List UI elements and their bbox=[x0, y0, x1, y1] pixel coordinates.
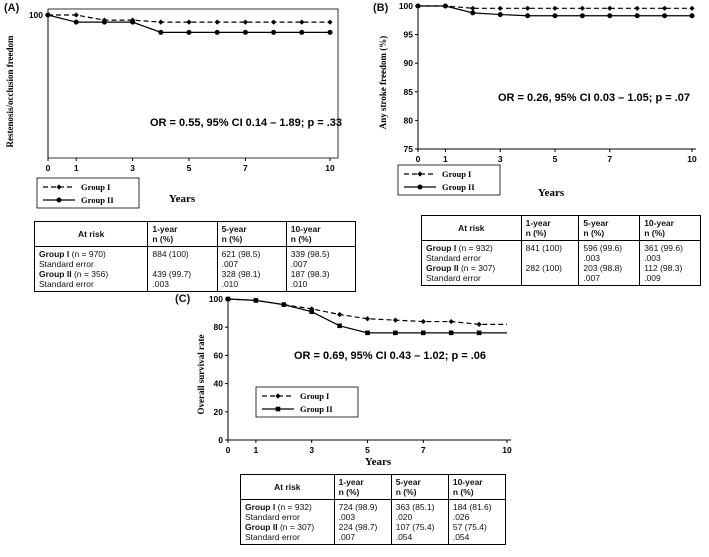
risk-table-b bbox=[421, 215, 701, 286]
y-axis-label: Restenosis/occlusion freedom bbox=[5, 35, 15, 148]
data-point bbox=[553, 13, 558, 18]
data-point bbox=[416, 4, 421, 9]
y-axis-label: Any stroke freedom (%) bbox=[378, 35, 388, 130]
data-point bbox=[365, 316, 370, 321]
y-tick-label: 75 bbox=[403, 144, 413, 154]
table-row: Standard error .003 .003 bbox=[422, 253, 701, 263]
data-point bbox=[299, 30, 304, 35]
legend-label: Group II bbox=[442, 182, 475, 192]
data-point bbox=[393, 331, 398, 336]
data-point bbox=[525, 13, 530, 18]
y-tick-label: 100 bbox=[398, 1, 413, 11]
x-tick-label: 5 bbox=[365, 445, 370, 455]
data-point bbox=[74, 12, 79, 17]
data-point bbox=[421, 319, 426, 324]
x-tick-label: 1 bbox=[73, 163, 79, 173]
x-tick-label: 1 bbox=[443, 154, 448, 164]
data-point bbox=[46, 13, 51, 18]
table-row: Standard error .007 .007 bbox=[35, 259, 356, 269]
risk-table-header: 10-year n (%) bbox=[640, 216, 701, 241]
risk-table-header: 10-year n (%) bbox=[286, 222, 355, 247]
x-tick-label: 7 bbox=[420, 445, 426, 455]
legend-label: Group I bbox=[442, 169, 472, 179]
risk-table-header-atrisk: At risk bbox=[35, 222, 148, 247]
y-axis-label: Overall survival rate bbox=[196, 334, 206, 415]
data-point bbox=[498, 12, 503, 17]
table-row: Group I (n = 932) 841 (100) 596 (99.6) 361 (99.6) bbox=[422, 241, 701, 254]
y-tick-label: 100 bbox=[208, 294, 223, 304]
data-point bbox=[186, 20, 191, 25]
chart-panel-b bbox=[378, 1, 697, 199]
series-line-2 bbox=[228, 299, 507, 333]
table-row: Standard error .003 .010 .010 bbox=[35, 279, 356, 292]
risk-table-header-atrisk: At risk bbox=[241, 475, 335, 500]
data-point bbox=[662, 6, 667, 11]
odds-ratio-annotation: OR = 0.55, 95% CI 0.14 – 1.89; p = .33 bbox=[150, 117, 343, 129]
data-point bbox=[525, 6, 530, 11]
data-point bbox=[607, 13, 612, 18]
data-point bbox=[580, 6, 585, 11]
chart-panel-c bbox=[196, 294, 512, 468]
risk-table-a bbox=[34, 221, 356, 292]
data-point bbox=[243, 30, 248, 35]
odds-ratio-annotation: OR = 0.69, 95% CI 0.43 – 1.02; p = .06 bbox=[294, 350, 487, 362]
x-tick-label: 5 bbox=[186, 163, 192, 173]
y-tick-label: 100 bbox=[28, 10, 43, 20]
risk-table-header: 5-year n (%) bbox=[217, 222, 286, 247]
data-point bbox=[607, 6, 612, 11]
data-point bbox=[689, 6, 694, 11]
x-axis-label: Years bbox=[364, 456, 392, 468]
risk-table-header: 5-year n (%) bbox=[391, 475, 448, 500]
data-point bbox=[477, 322, 482, 327]
risk-table-header: 10-year n (%) bbox=[448, 475, 505, 500]
y-tick-label: 90 bbox=[403, 58, 413, 69]
data-point bbox=[282, 302, 287, 307]
risk-table-c bbox=[240, 474, 506, 545]
data-point bbox=[337, 312, 342, 317]
risk-table-header: 1-year n (%) bbox=[521, 216, 579, 241]
data-point bbox=[580, 13, 585, 18]
odds-ratio-annotation: OR = 0.26, 95% CI 0.03 – 1.05; p = .07 bbox=[498, 92, 691, 104]
risk-table-header: 1-year n (%) bbox=[334, 475, 391, 500]
x-axis-label: Years bbox=[537, 187, 565, 199]
x-tick-label: 0 bbox=[45, 163, 51, 173]
data-point bbox=[449, 319, 454, 324]
y-tick-label: 40 bbox=[213, 378, 223, 389]
plot-frame bbox=[48, 9, 338, 158]
data-point bbox=[271, 20, 276, 25]
data-point bbox=[477, 331, 482, 336]
legend-label: Group I bbox=[81, 182, 111, 192]
x-tick-label: 0 bbox=[225, 445, 231, 455]
data-point bbox=[243, 20, 248, 25]
data-point bbox=[158, 30, 163, 35]
legend-marker bbox=[57, 198, 62, 203]
table-row: Standard error .007 .054 .054 bbox=[241, 532, 506, 545]
x-tick-label: 10 bbox=[502, 445, 512, 455]
table-row: Group II (n = 307) 282 (100) 203 (98.8) 112 (98.3) bbox=[422, 263, 701, 273]
table-row: Standard error .003 .020 .026 bbox=[241, 512, 506, 522]
legend-marker bbox=[418, 185, 423, 190]
data-point bbox=[130, 20, 135, 25]
table-row: Group I (n = 932) 724 (98.9) 363 (85.1) 184 (81.6) bbox=[241, 500, 506, 513]
data-point bbox=[635, 13, 640, 18]
data-point bbox=[449, 331, 454, 336]
data-point bbox=[635, 6, 640, 11]
panel-b-label: (B) bbox=[373, 2, 389, 14]
data-point bbox=[552, 6, 557, 11]
data-point bbox=[158, 20, 163, 25]
x-tick-label: 10 bbox=[687, 154, 697, 164]
table-row: Group II (n = 307) 224 (98.7) 107 (75.4) 57 (75.4) bbox=[241, 522, 506, 532]
data-point bbox=[421, 331, 426, 336]
panel-c-label: (C) bbox=[175, 293, 191, 305]
data-point bbox=[690, 13, 695, 18]
risk-table-header: 1-year n (%) bbox=[148, 222, 217, 247]
x-tick-label: 7 bbox=[243, 163, 248, 173]
y-tick-label: 20 bbox=[213, 406, 223, 417]
data-point bbox=[470, 10, 475, 15]
data-point bbox=[271, 30, 276, 35]
panel-a-label: (A) bbox=[4, 2, 20, 14]
data-point bbox=[309, 309, 314, 314]
x-tick-label: 3 bbox=[497, 154, 503, 164]
data-point bbox=[74, 20, 79, 25]
legend-label: Group II bbox=[81, 195, 114, 205]
x-axis-label: Years bbox=[168, 193, 196, 205]
data-point bbox=[328, 30, 333, 35]
data-point bbox=[443, 4, 448, 9]
data-point bbox=[215, 20, 220, 25]
data-point bbox=[365, 331, 370, 336]
x-tick-label: 5 bbox=[552, 154, 558, 164]
data-point bbox=[337, 323, 342, 328]
data-point bbox=[215, 30, 220, 35]
y-tick-label: 85 bbox=[403, 86, 413, 97]
x-tick-label: 3 bbox=[130, 163, 135, 173]
y-tick-label: 80 bbox=[213, 322, 223, 333]
data-point bbox=[470, 6, 475, 11]
legend-label: Group II bbox=[300, 404, 333, 414]
data-point bbox=[662, 13, 667, 18]
data-point bbox=[327, 20, 332, 25]
x-tick-label: 1 bbox=[253, 445, 259, 455]
data-point bbox=[226, 297, 231, 302]
table-row: Standard error .007 .009 bbox=[422, 273, 701, 286]
risk-table-header: 5-year n (%) bbox=[579, 216, 640, 241]
x-tick-label: 0 bbox=[415, 154, 421, 164]
data-point bbox=[393, 318, 398, 323]
table-row: Group I (n = 970) 884 (100) 621 (98.5) 339 (98.5) bbox=[35, 247, 356, 260]
data-point bbox=[102, 20, 107, 25]
data-point bbox=[299, 20, 304, 25]
chart-panel-a bbox=[5, 9, 342, 208]
x-tick-label: 3 bbox=[309, 445, 315, 455]
y-tick-label: 60 bbox=[213, 350, 223, 361]
risk-table-header-atrisk: At risk bbox=[422, 216, 522, 241]
data-point bbox=[187, 30, 192, 35]
legend-label: Group I bbox=[300, 391, 330, 401]
y-tick-label: 0 bbox=[218, 435, 223, 445]
data-point bbox=[254, 298, 259, 303]
legend-marker bbox=[276, 407, 281, 412]
x-tick-label: 10 bbox=[325, 163, 335, 173]
x-tick-label: 7 bbox=[607, 154, 613, 164]
table-row: Group II (n = 356) 439 (99.7) 328 (98.1) 187 (98.3) bbox=[35, 269, 356, 279]
y-tick-label: 95 bbox=[403, 29, 413, 40]
data-point bbox=[498, 6, 503, 11]
y-tick-label: 80 bbox=[403, 115, 413, 126]
